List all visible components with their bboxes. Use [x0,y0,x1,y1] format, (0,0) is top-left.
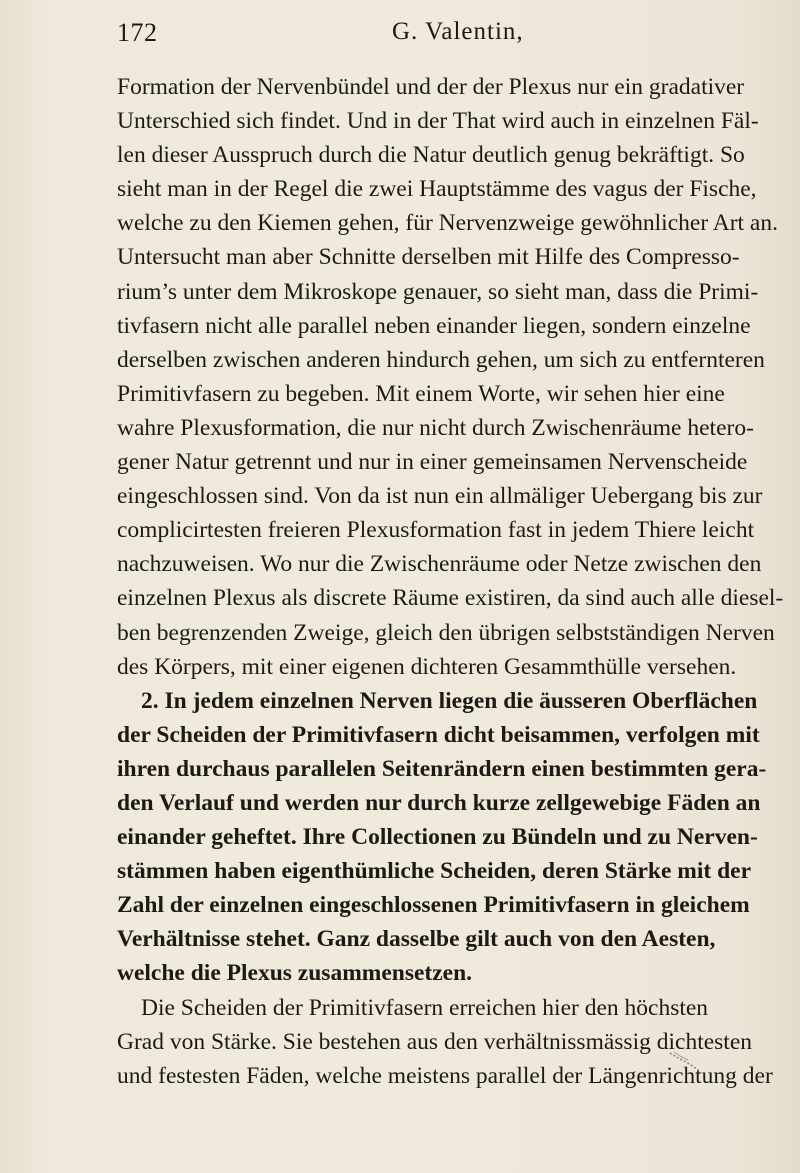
text-line: tivfasern nicht alle parallel neben einander liegen, sondern einzelne [117,312,751,339]
text-line: stämmen haben eigenthümliche Scheiden, deren Stärke mit der [117,858,752,885]
text-line: rium’s unter dem Mikroskope genauer, so sieht man, dass die Primi- [117,278,759,305]
paragraph-3 [117,991,773,1093]
running-head-author: G. Valentin, [392,18,524,45]
text-line: einzelnen Plexus als discrete Räume existiren, da sind auch alle diesel- [117,585,784,612]
text-line: Grad von Stärke. Sie bestehen aus den verhältnissmässig dichtesten [117,1028,753,1055]
paragraph-1 [117,70,784,684]
text-line: Zahl der einzelnen eingeschlossenen Primitivfasern in gleichem [117,892,750,919]
ink-smudge-mark [668,1050,702,1072]
text-line: nachzuweisen. Wo nur die Zwischenräume oder Netze zwischen den [117,551,762,578]
body-text [117,70,784,1093]
page-number: 172 [117,18,158,47]
paragraph-2-bold [117,684,767,991]
text-line: des Körpers, mit einer eigenen dichteren Gesammthülle versehen. [117,653,737,680]
text-line: Formation der Nervenbündel und der der Plexus nur ein gradativer [117,74,745,100]
text-line: Die Scheiden der Primitivfasern erreichen hier den höchsten [141,994,709,1021]
text-line: sieht man in der Regel die zwei Hauptstämme des vagus der Fische, [117,176,757,203]
text-line: den Verlauf und werden nur durch kurze zellgewebige Fäden an [117,789,761,816]
text-line: Untersucht man aber Schnitte derselben mit Hilfe des Compresso- [117,244,740,271]
text-line: ihren durchaus parallelen Seitenrändern einen bestimmten gera- [117,755,767,782]
text-line: len dieser Ausspruch durch die Natur deutlich genug bekräftigt. So [117,142,745,169]
text-line: ben begrenzenden Zweige, gleich den übrigen selbstständigen Nerven [117,619,775,646]
text-line: Verhältnisse stehet. Ganz dasselbe gilt auch von den Aesten, [117,926,716,953]
text-line: Primitivfasern zu begeben. Mit einem Worte, wir sehen hier eine [117,380,725,407]
text-line: eingeschlossen sind. Von da ist nun ein allmäliger Uebergang bis zur [117,483,763,510]
text-line: einander geheftet. Ihre Collectionen zu Bündeln und zu Nerven- [117,824,758,851]
text-line: gener Natur getrennt und nur in einer gemeinsamen Nervenscheide [117,449,748,476]
text-line: welche zu den Kiemen gehen, für Nervenzweige gewöhnlicher Art an. [117,210,778,237]
text-line: wahre Plexusformation, die nur nicht durch Zwischenräume hetero- [117,414,754,441]
text-line: der Scheiden der Primitivfasern dicht beisammen, verfolgen mit [117,721,760,748]
page-header [117,18,702,58]
text-line: complicirtesten freieren Plexusformation fast in jedem Thiere leicht [117,517,755,544]
text-line: 2. In jedem einzelnen Nerven liegen die äusseren Oberflächen [141,687,758,714]
text-line: derselben zwischen anderen hindurch gehen, um sich zu entfernteren [117,346,765,373]
text-line: welche die Plexus zusammensetzen. [117,960,473,987]
text-line: und festesten Fäden, welche meistens parallel der Längenrichtung der [117,1062,773,1089]
text-line: Unterschied sich findet. Und in der That wird auch in einzelnen Fäl- [117,108,759,135]
